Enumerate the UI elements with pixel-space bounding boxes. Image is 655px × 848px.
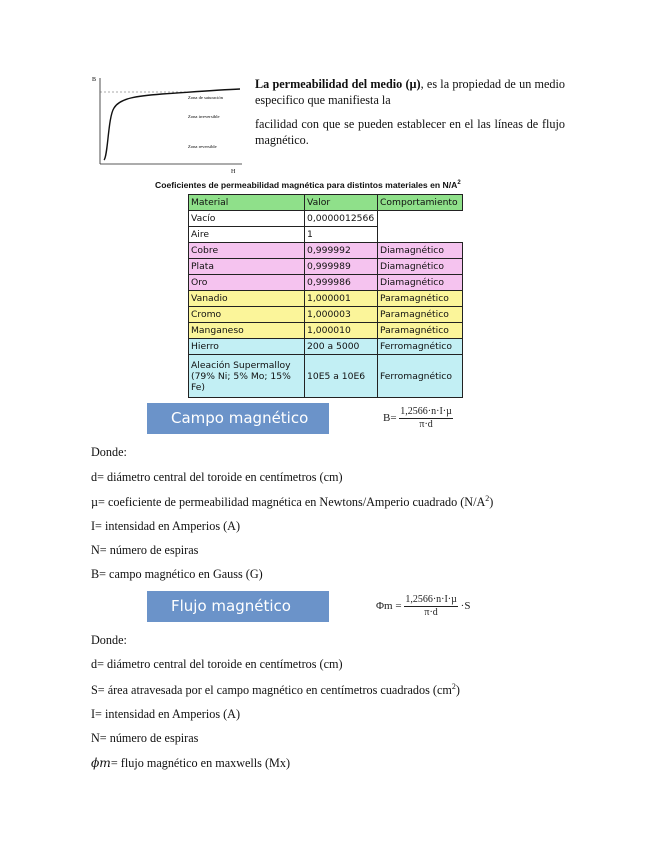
cell-behavior-empty: [378, 227, 463, 243]
cell-material: Aire: [189, 227, 305, 243]
cell-behavior: Ferromagnético: [378, 339, 463, 355]
cell-behavior: Paramagnético: [378, 307, 463, 323]
campo-magnetico-banner: Campo magnético: [147, 403, 329, 434]
cell-material: Plata: [189, 259, 305, 275]
curve-y-label: B: [92, 77, 97, 83]
cell-material: Cobre: [189, 243, 305, 259]
table-row: [189, 307, 463, 323]
table-title: [155, 180, 461, 190]
phi-symbol: ϕm: [91, 756, 111, 770]
cell-value: 1: [305, 227, 378, 243]
table-row: [189, 339, 463, 355]
cell-behavior: Diamagnético: [378, 275, 463, 291]
def-line-mu-sup: 2: [485, 494, 490, 503]
cell-material: Oro: [189, 275, 305, 291]
cell-value: 0,999989: [305, 259, 378, 275]
cell-value: 200 a 5000: [305, 339, 378, 355]
flujo-formula-tail: ·S: [460, 600, 471, 613]
campo-formula: [383, 406, 453, 431]
campo-formula-lhs: B=: [383, 412, 397, 425]
table-row: [189, 259, 463, 275]
cell-material: Vanadio: [189, 291, 305, 307]
label-irreversible-zone: Zona irreversible: [188, 114, 220, 119]
cell-behavior: Diamagnético: [378, 243, 463, 259]
flujo-magnetico-banner: Flujo magnético: [147, 591, 329, 622]
cell-material: Vacío: [189, 211, 305, 227]
cell-material: Manganeso: [189, 323, 305, 339]
def-line-phi-text: = flujo magnético en maxwells (Mx): [110, 756, 291, 770]
cell-material: Cromo: [189, 307, 305, 323]
def-line-phi: [91, 756, 290, 771]
def-line-s-paren: ): [455, 683, 460, 698]
def-line: d= diámetro central del toroide en centímetros (cm): [91, 657, 343, 671]
table-row: [189, 211, 463, 227]
cell-behavior: Paramagnético: [378, 291, 463, 307]
table-row: [189, 275, 463, 291]
campo-formula-denominator: π·d: [419, 419, 433, 430]
table-row: [189, 323, 463, 339]
table-header-row: [189, 195, 463, 211]
table-row: [189, 227, 463, 243]
cell-value: 1,000001: [305, 291, 378, 307]
table-title-sup: 2: [457, 180, 461, 187]
cell-behavior-empty: [378, 211, 463, 227]
intro-bold-title: La permeabilidad del medio (µ): [255, 77, 421, 91]
cell-value: 1,000010: [305, 323, 378, 339]
def-line-mu-paren: ): [489, 495, 494, 510]
def-line: I= intensidad en Amperios (A): [91, 707, 241, 721]
def-line-mu: [91, 494, 493, 510]
table-row: [189, 291, 463, 307]
header-value: Valor: [305, 195, 378, 211]
def-line: B= campo magnético en Gauss (G): [91, 567, 263, 581]
flujo-formula-denominator: π·d: [424, 607, 438, 618]
curve-x-label: H: [231, 169, 236, 174]
table-row: [189, 243, 463, 259]
flujo-formula: [376, 594, 470, 619]
table-title-text: Coeficientes de permeabilidad magnética para distintos materiales en N/A: [155, 180, 458, 190]
label-saturation-zone: Zona de saturación: [188, 95, 223, 100]
cell-behavior: Diamagnético: [378, 259, 463, 275]
cell-behavior: Paramagnético: [378, 323, 463, 339]
header-material: Material: [189, 195, 305, 211]
cell-value: 10E5 a 10E6: [305, 355, 378, 398]
campo-formula-numerator: 1,2566·n·I·µ: [400, 406, 452, 417]
cell-value: 0,0000012566: [305, 211, 378, 227]
cell-behavior: Ferromagnético: [378, 355, 463, 398]
intro-paragraph: [255, 76, 565, 156]
magnetization-curve-figure: [92, 72, 247, 174]
cell-value: 1,000003: [305, 307, 378, 323]
def-line: N= número de espiras: [91, 543, 199, 557]
def-line-s: [91, 682, 460, 698]
def-line-s-sup: 2: [451, 682, 456, 691]
intro-text-2: facilidad con que se pueden establecer en el las líneas de flujo magnético.: [255, 117, 565, 147]
header-behavior: Comportamiento: [378, 195, 463, 211]
def-line: d= diámetro central del toroide en centímetros (cm): [91, 470, 343, 484]
campo-formula-fraction: [399, 406, 453, 431]
cell-value: 0,999992: [305, 243, 378, 259]
table-row: [189, 355, 463, 398]
intro-text-1: , es la propiedad de un medio especifico que manifiesta la: [255, 77, 565, 107]
def-line: I= intensidad en Amperios (A): [91, 519, 241, 533]
def-line-mu-text: µ= coeficiente de permeabilidad magnética en Newtons/Amperio cuadrado (N/A: [91, 495, 486, 510]
def-line-s-text: S= área atravesada por el campo magnético en centímetros cuadrados (cm: [91, 683, 452, 698]
flujo-formula-fraction: [404, 594, 458, 619]
cell-value: 0,999986: [305, 275, 378, 291]
donde-label-1: Donde:: [91, 445, 127, 459]
cell-material: Aleación Supermalloy (79% Ni; 5% Mo; 15% Fe): [189, 355, 305, 398]
cell-material: Hierro: [189, 339, 305, 355]
label-reversible-zone: Zona reversible: [188, 144, 217, 149]
flujo-formula-lhs: Φm =: [376, 600, 402, 613]
flujo-formula-numerator: 1,2566·n·I·µ: [405, 594, 457, 605]
permeability-table: [188, 194, 463, 398]
def-line: N= número de espiras: [91, 731, 199, 745]
donde-label-2: Donde:: [91, 633, 127, 647]
